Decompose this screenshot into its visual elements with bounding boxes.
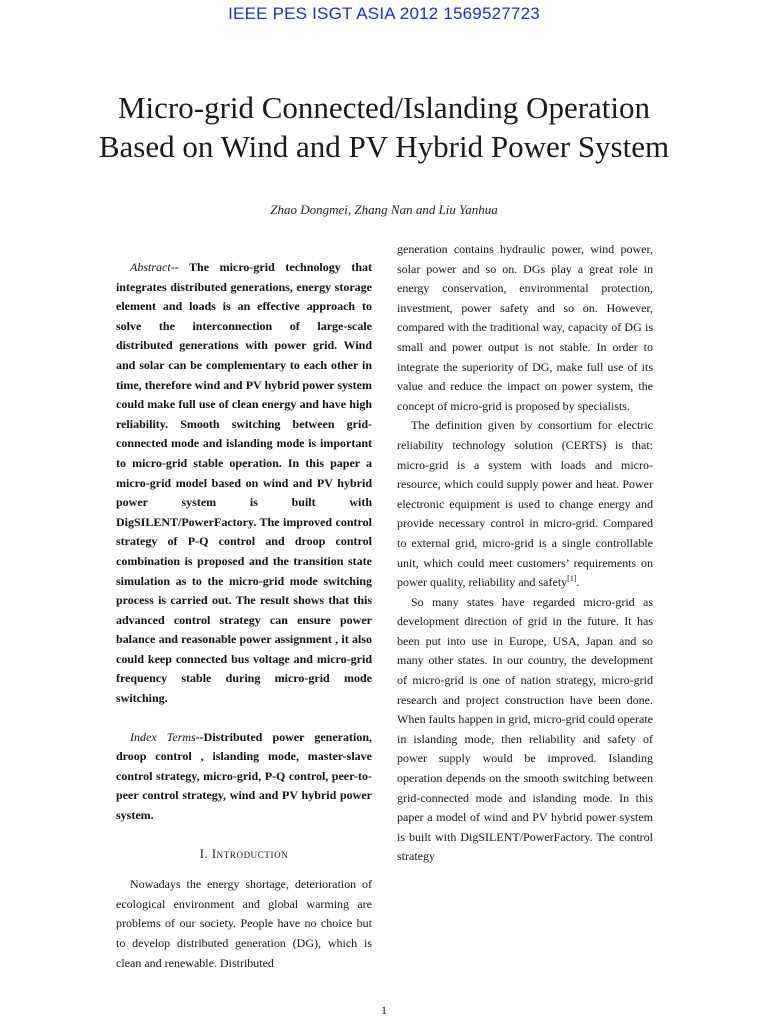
- left-column: [116, 258, 372, 973]
- right-paragraph-2: [397, 416, 653, 592]
- intro-paragraph: Nowadays the energy shortage, deterioration of ecological environment and global warming are problems of our society. People have no choice but to develop distributed generation (DG), which is clean and renewable. Distributed: [116, 877, 372, 970]
- index-terms: [116, 728, 372, 826]
- abstract-text: The micro-grid technology that integrates distributed generations, energy storage element and loads is an effective approach to solve the interconnection of large-scale distributed generations with power grid. Wind and solar can be complementary to each other in time, therefore wind and PV hybrid power system could make full use of clean energy and have high reliability. Smooth switching between grid-connected mode and islanding mode is important to micro-grid stable operation. In this paper a micro-grid model based on wind and PV hybrid power system is built with DigSILENT/PowerFactory. The improved control strategy of P-Q control and droop control combination is proposed and the transition state simulation as to the micro-grid mode switching process is carried out. The result shows that this advanced control strategy can ensure power balance and reasonable power assignment , it also could keep connected bus voltage and micro-grid frequency stable during micro-grid mode switching.: [116, 260, 372, 706]
- right-paragraph-1: generation contains hydraulic power, wind power, solar power and so on. DGs play a great role in energy conservation, environmental protection, investment, power safety and so on. However, compared with the traditional way, capacity of DG is small and power output is not stable. In order to integrate the superiority of DG, make full use of its value and reduce the impact on power system, the concept of micro-grid is proposed by specialists.: [397, 242, 653, 413]
- abstract: [116, 258, 372, 709]
- certs-text: The definition given by consortium for electric reliability technology solution (CERTS) is that: micro-grid is a system with loads and micro-resource, which could supply power and heat. Power electronic equipment is used to change energy and provide necessary control in micro-grid. Compared to external grid, micro-grid is a single controllable unit, which could meet customers’ requirements on power quality, reliability and safety: [397, 418, 653, 590]
- index-terms-text: --Distributed power generation, droop control , islanding mode, master-slave control strategy, micro-grid, P-Q control, peer-to-peer control strategy, wind and PV hybrid power system.: [116, 729, 372, 823]
- citation-1: [1]: [567, 574, 577, 584]
- paper-authors: Zhao Dongmei, Zhang Nan and Liu Yanhua: [270, 202, 498, 217]
- certs-text-end: .: [576, 575, 580, 590]
- paper-title: Micro-grid Connected/Islanding Operation Based on Wind and PV Hybrid Power System: [98, 90, 670, 164]
- right-paragraph-3: So many states have regarded micro-grid as development direction of grid in the future. It has been put into use in Europe, USA, Japan and so many other states. In our country, the development of micro-grid is one of nation strategy, micro-grid research and project construction have been done. When faults happen in grid, micro-grid could operate in islanding mode, then reliability and safety of power supply would be improved. Islanding operation depends on the smooth switching between grid-connected mode and islanding mode. In this paper a model of wind and PV hybrid power system is built with DigSILENT/PowerFactory. The control strategy: [397, 594, 653, 864]
- index-terms-lead: Index Terms: [130, 729, 196, 744]
- abstract-lead: Abstract--: [130, 260, 179, 274]
- conference-header: IEEE PES ISGT ASIA 2012 1569527723: [228, 4, 540, 23]
- page-number: 1: [381, 1003, 387, 1017]
- section-heading-introduction: I. Introduction: [199, 846, 289, 861]
- right-column: [397, 240, 653, 867]
